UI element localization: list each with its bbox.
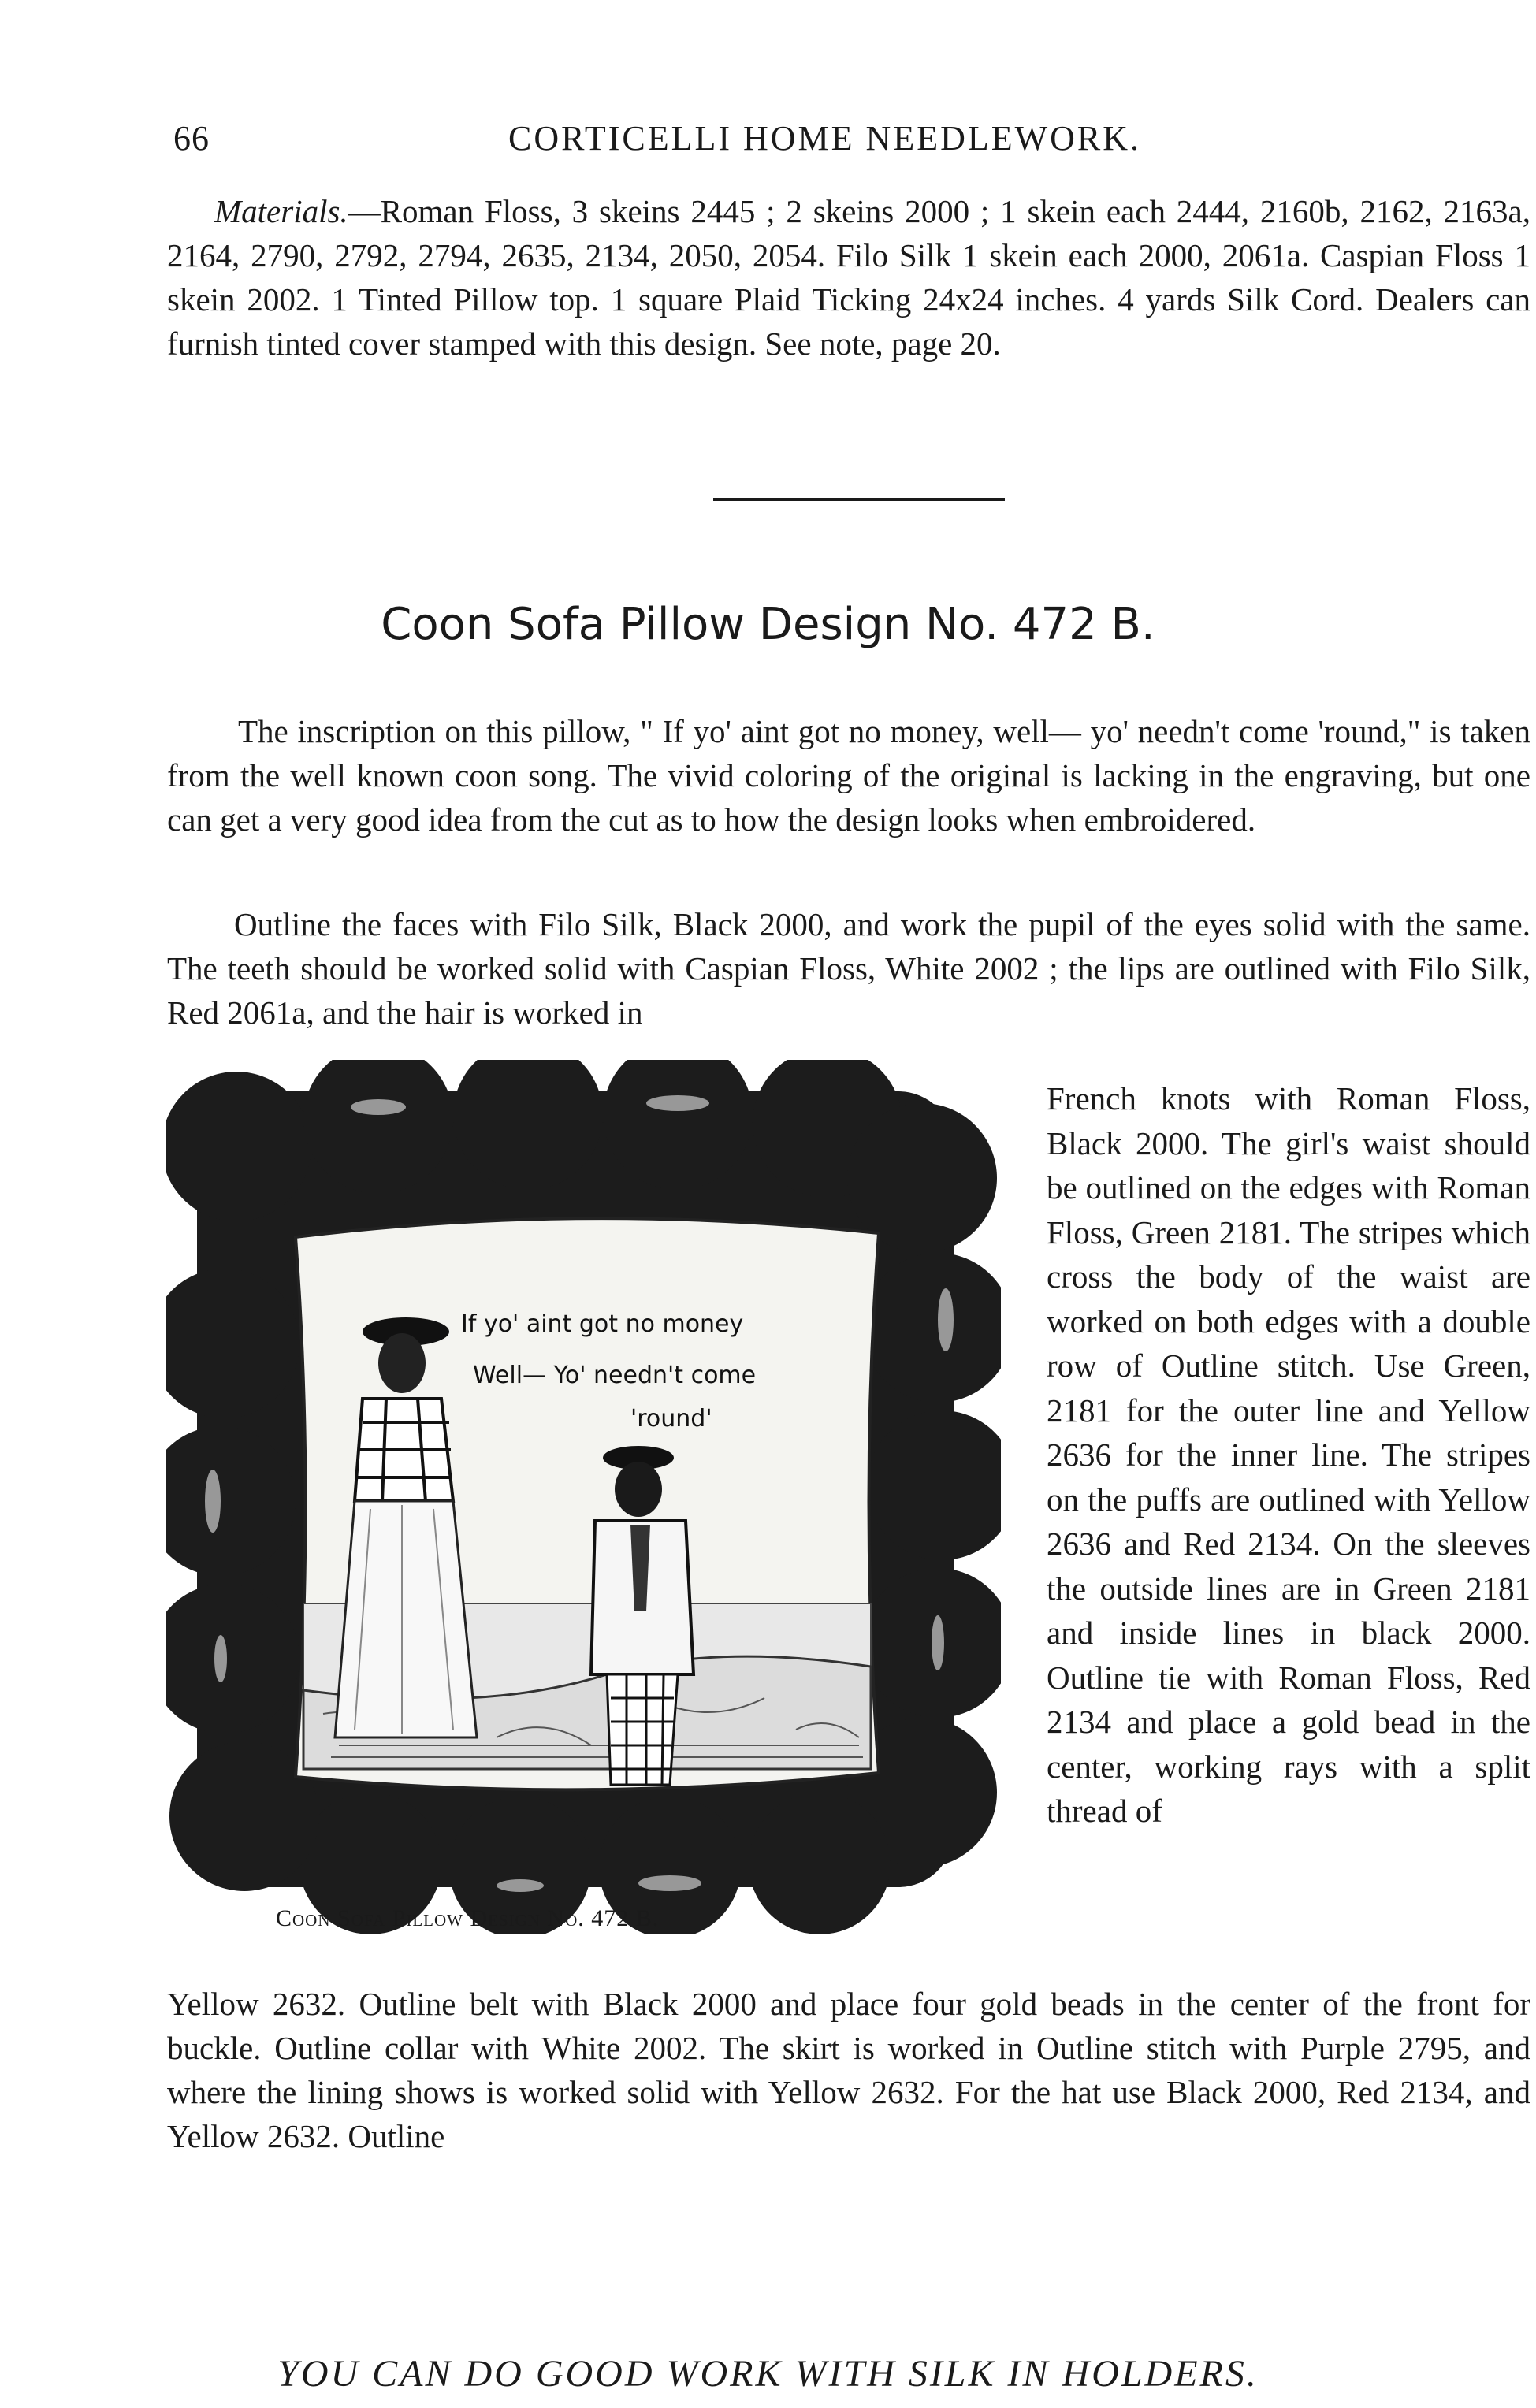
materials-label: Materials. (214, 193, 348, 229)
section-divider (713, 498, 1005, 501)
instructions-top-paragraph: Outline the faces with Filo Silk, Black 2000, and work the pupil of the eyes solid with the same. The teeth should be worked solid with Caspian Floss, White 2002 ; the lips are outlined with Filo Silk, Red 2061a, and the hair is worked in (167, 906, 1530, 1031)
instructions-bottom-paragraph: Yellow 2632. Outline belt with Black 2000 and place four gold beads in the center of the front for buckle. Outline collar with White 2002. The skirt is worked in Outline stitch with Purple 2795, and where the lining shows is worked solid with Yellow 2632. For the hat use Black 2000, Red 2134, and Yellow 2632. Outline (167, 1986, 1530, 2154)
pillow-inscription-line3: 'round' (630, 1405, 712, 1433)
page-header (173, 118, 1529, 165)
pillow-inscription-line1: If yo' aint got no money (461, 1310, 744, 1338)
page-motto: YOU CAN DO GOOD WORK WITH SILK IN HOLDERS. (277, 2353, 1259, 2395)
pillow-inscription-line2: Well— Yo' needn't come (473, 1362, 757, 1389)
pillow-illustration (166, 1060, 1001, 1934)
running-head: CORTICELLI HOME NEEDLEWORK. (508, 119, 1142, 158)
materials-text: —Roman Floss, 3 skeins 2445 ; 2 skeins 2000 ; 1 skein each 2444, 2160b, 2162, 2163a, 2164, 2790, 2792, 2794, 2635, 2134, 2050, 2054. Filo Silk 1 skein each 2000, 2061a. Caspian Floss 1 skein 2002. 1 Tinted Pillow top. 1 square Plaid Ticking 24x24 inches. 4 yards Silk Cord. Dealers can furnish tinted cover stamped with this design. See note, page 20. (167, 193, 1530, 362)
intro-paragraph: The inscription on this pillow, " If yo' aint got no money, well— yo' needn't come 'round," is taken from the well known coon song. The vivid coloring of the original is lacking in the engraving, but one can get a very good idea from the cut as to how the design looks when embroidered. (167, 713, 1530, 838)
instructions-column-paragraph: French knots with Roman Floss, Black 2000. The girl's waist should be outlined on the edges with Roman Floss, Green 2181. The stripes which cross the body of the waist are worked on both edges with a double row of Outline stitch. Use Green, 2181 for the outer line and Yellow 2636 for the inner line. The stripes on the puffs are outlined with Yellow 2636 and Red 2134. On the sleeves the outside lines are in Green 2181 and inside lines in black 2000. Outline tie with Roman Floss, Red 2134 and place a gold bead in the center, working rays with a split thread of (1047, 1080, 1530, 1829)
page-number: 66 (173, 119, 210, 158)
section-title: Coon Sofa Pillow Design No. 472 B. (381, 599, 1155, 650)
figure-caption: Coon Sofa Pillow Design No. 472 B. (276, 1905, 660, 1931)
materials-paragraph (167, 189, 1530, 366)
